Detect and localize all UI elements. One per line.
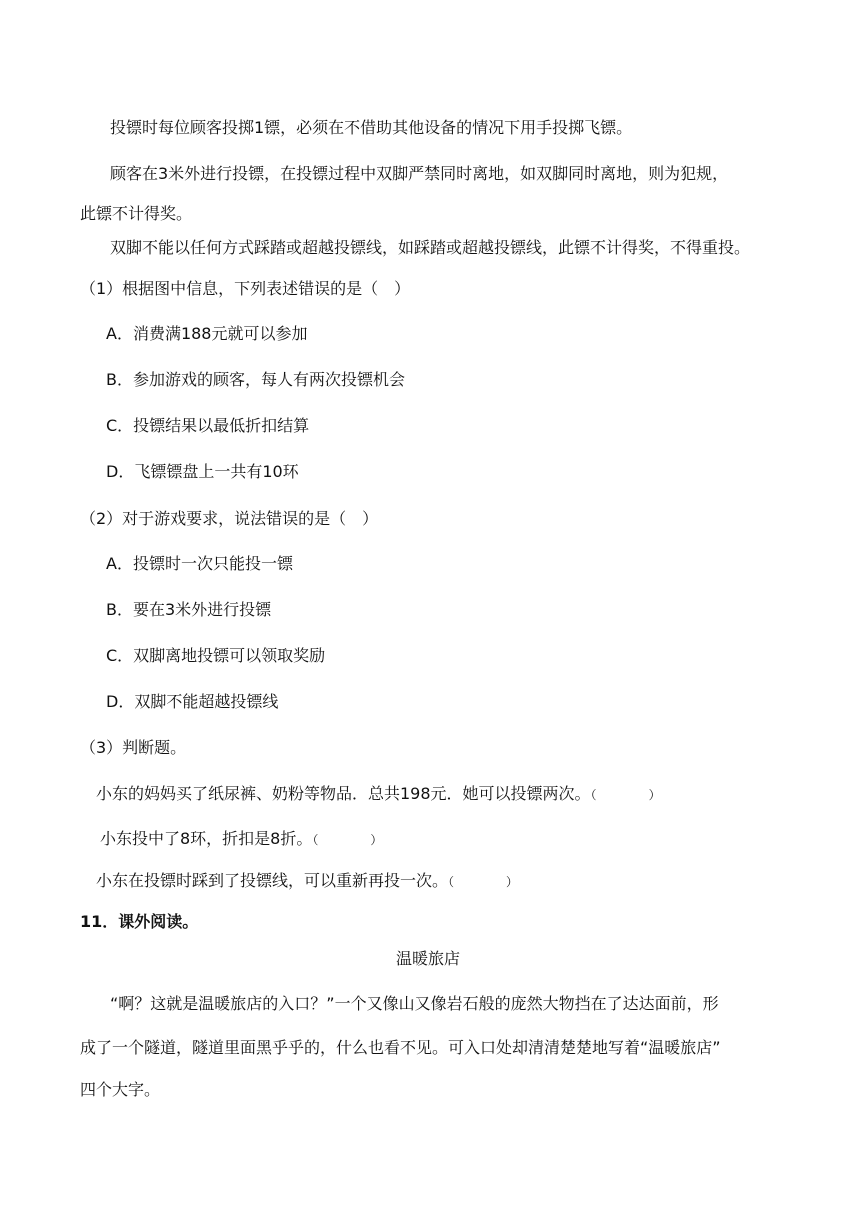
answer-blank-close-3: ）	[506, 875, 519, 889]
rule-paragraph-2-line-1: 顾客在3米外进行投镖，在投镖过程中双脚严禁同时离地，如双脚同时离地，则为犯规，	[110, 164, 729, 183]
answer-blank-open-2: （	[312, 833, 319, 847]
judgement-item-1-text: 小东的妈妈买了纸尿裤、奶粉等物品．总共198元．她可以投镖两次。	[96, 784, 591, 803]
question-2-option-d: D．双脚不能超越投镖线	[106, 692, 279, 711]
rule-paragraph-1: 投镖时每位顾客投掷1镖，必须在不借助其他设备的情况下用手投掷飞镖。	[110, 118, 633, 137]
answer-blank-close-1: ）	[648, 788, 661, 802]
answer-blank-close-2: ）	[370, 833, 383, 847]
story-title: 温暖旅店	[396, 949, 461, 968]
question-1-option-c: C．投镖结果以最低折扣结算	[106, 416, 310, 435]
judgement-item-3-text: 小东在投镖时踩到了投镖线，可以重新再投一次。	[96, 871, 449, 890]
question-1-option-d: D．飞镖镖盘上一共有10环	[106, 462, 299, 481]
story-paragraph-line-2: 成了一个隧道，隧道里面黑乎乎的，什么也看不见。可入口处却清清楚楚地写着“温暖旅店”	[80, 1038, 721, 1057]
rule-paragraph-2-line-2: 此镖不计得奖。	[80, 204, 193, 223]
question-2-option-a: A．投镖时一次只能投一镖	[106, 554, 293, 573]
question-3-stem: （3）判断题。	[80, 738, 187, 757]
question-2-option-b: B．要在3米外进行投镖	[106, 600, 272, 619]
story-paragraph-line-1: “啊？这就是温暖旅店的入口？”一个又像山又像岩石般的庞然大物挡在了达达面前，形	[110, 994, 719, 1013]
answer-blank-open-3: （	[448, 875, 455, 889]
question-1-option-b: B．参加游戏的顾客，每人有两次投镖机会	[106, 370, 405, 389]
question-1-option-a: A．消费满188元就可以参加	[106, 324, 308, 343]
question-2-stem: （2）对于游戏要求，说法错误的是（ ）	[80, 509, 379, 528]
question-1-stem: （1）根据图中信息，下列表述错误的是（ ）	[80, 279, 411, 298]
judgement-item-2	[100, 829, 382, 850]
judgement-item-2-text: 小东投中了8环，折扣是8折。	[100, 829, 313, 848]
question-2-option-c: C．双脚离地投镖可以领取奖励	[106, 646, 326, 665]
answer-blank-open-1: （	[590, 788, 597, 802]
section-11-heading: 11．课外阅读。	[80, 912, 199, 931]
judgement-item-1	[96, 784, 661, 805]
judgement-item-3	[96, 871, 518, 892]
rule-paragraph-3: 双脚不能以任何方式踩踏或超越投镖线，如踩踏或超越投镖线，此镖不计得奖，不得重投。	[110, 238, 751, 257]
story-paragraph-line-3: 四个大字。	[80, 1080, 161, 1099]
